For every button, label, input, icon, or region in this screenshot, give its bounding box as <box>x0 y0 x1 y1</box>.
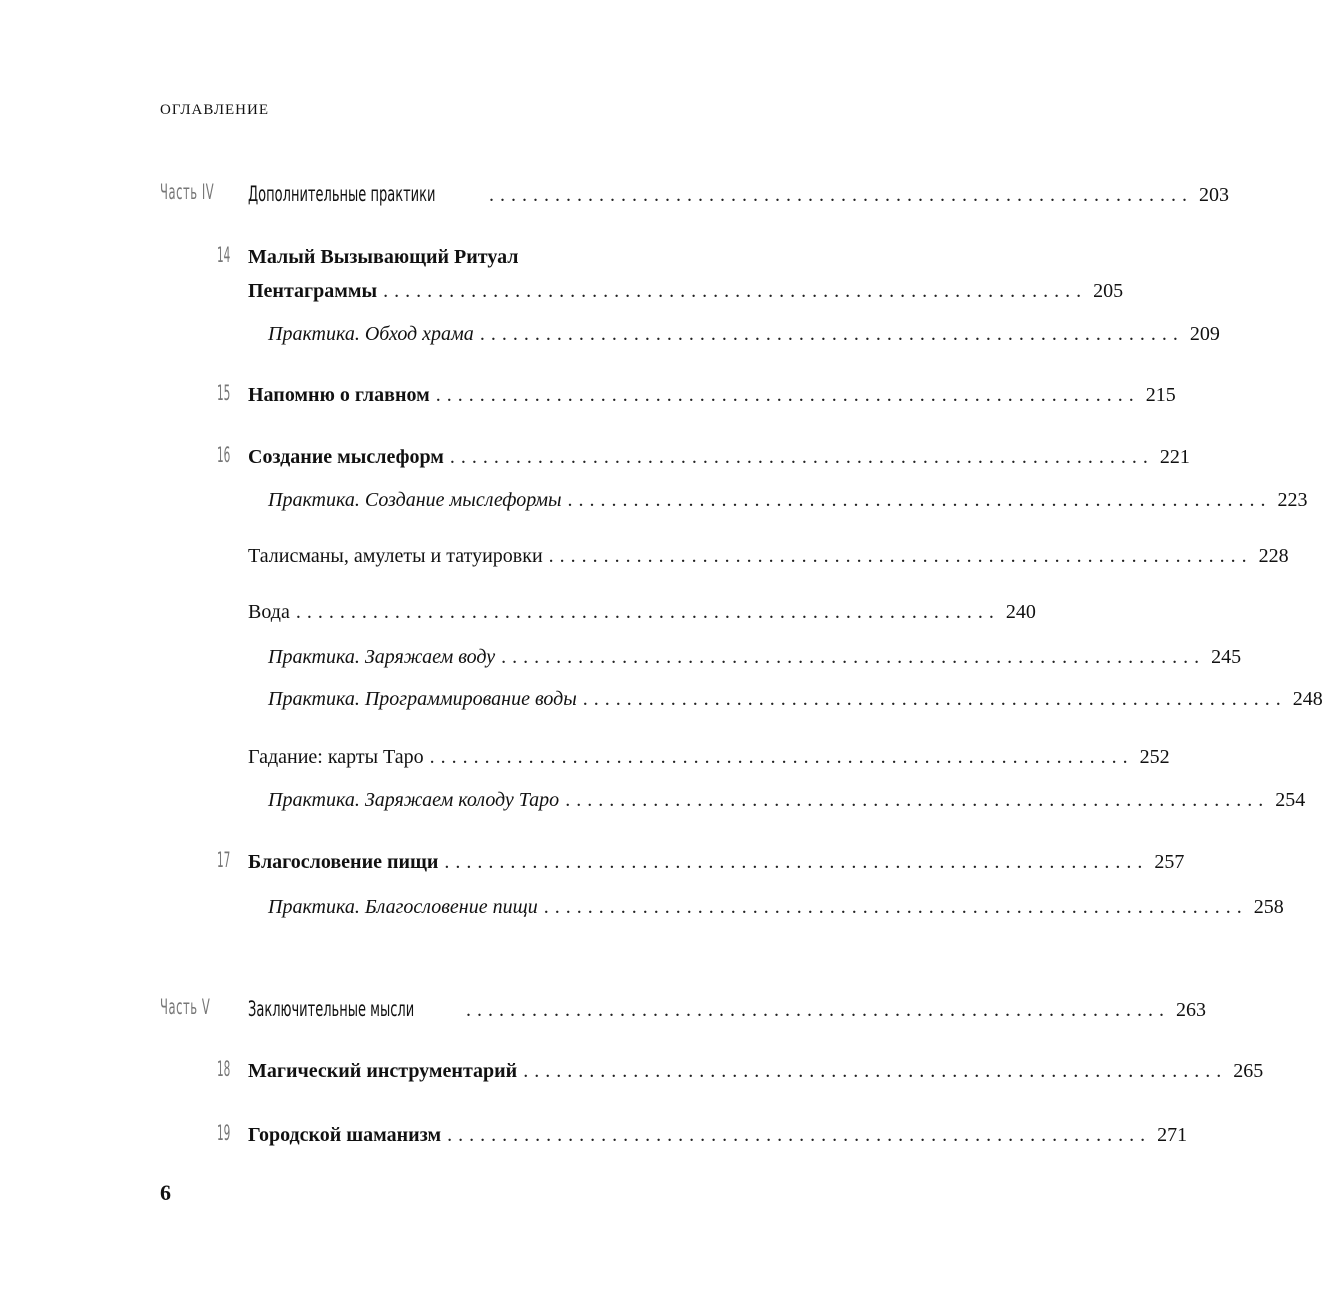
section-title: Вода <box>248 601 290 623</box>
leader-dots: ................................................................ <box>501 646 1206 668</box>
chapter-title-cont: Пентаграммы <box>248 280 378 302</box>
leader-dots: ................................................................ <box>429 746 1134 768</box>
page-ref: 245 <box>1211 646 1242 668</box>
leader-dots: ................................................................ <box>449 446 1154 468</box>
part-label: Часть V <box>160 995 211 1019</box>
page-ref: 228 <box>1258 545 1289 567</box>
chapter-number: 18 <box>217 1057 231 1081</box>
leader-dots: ................................................................ <box>548 545 1253 567</box>
practice-title: Практика. Благословение пищи <box>268 896 538 918</box>
leader-dots: ................................................................ <box>567 489 1272 511</box>
page-ref: 258 <box>1253 896 1284 918</box>
part-title: Дополнительные практики <box>248 182 436 206</box>
practice-title: Практика. Создание мыслеформы <box>268 489 562 511</box>
chapter-title: Магический инструментарий <box>248 1060 518 1082</box>
toc-chapter-18 <box>0 1057 1264 1091</box>
section-title: Гадание: карты Таро <box>248 746 424 768</box>
page-ref: 263 <box>1176 999 1206 1021</box>
page-number: 6 <box>160 1180 171 1205</box>
leader-dots: ................................................................ <box>444 851 1149 873</box>
leader-dots: ................................................................ <box>466 999 1170 1021</box>
toc-entry <box>0 643 1242 677</box>
leader-dots: ................................................................ <box>295 601 1000 623</box>
chapter-title: Городской шаманизм <box>248 1124 442 1146</box>
toc-entry <box>0 685 1323 719</box>
practice-title: Практика. Заряжаем воду <box>268 646 496 668</box>
chapter-number: 15 <box>217 381 231 405</box>
running-header: ОГЛАВЛЕНИЕ <box>160 102 269 118</box>
leader-dots: ................................................................ <box>447 1124 1152 1146</box>
page-ref: 254 <box>1275 789 1306 811</box>
toc-entry <box>0 320 1220 354</box>
toc-entry <box>0 893 1284 927</box>
practice-title: Практика. Программирование воды <box>268 688 577 710</box>
toc-entry <box>0 486 1308 520</box>
page-ref: 257 <box>1154 851 1185 873</box>
page-ref: 205 <box>1093 280 1124 302</box>
leader-dots: ................................................................ <box>582 688 1287 710</box>
toc-entry <box>0 786 1306 820</box>
leader-dots: ................................................................ <box>565 789 1270 811</box>
toc-chapter-14-line2 <box>0 277 1124 311</box>
leader-dots: ................................................................ <box>523 1060 1228 1082</box>
toc-chapter-17 <box>0 848 1185 882</box>
toc-part-iv <box>0 180 1229 214</box>
part-label: Часть IV <box>160 180 215 204</box>
toc-chapter-15 <box>0 381 1176 415</box>
toc-chapter-16 <box>0 443 1190 477</box>
chapter-number: 16 <box>217 443 231 467</box>
toc-chapter-19 <box>0 1121 1188 1155</box>
page-ref: 240 <box>1005 601 1036 623</box>
leader-dots: ................................................................ <box>489 184 1193 206</box>
part-title: Заключительные мысли <box>248 997 415 1021</box>
chapter-number: 17 <box>217 848 231 872</box>
toc-entry <box>0 743 1170 777</box>
page-ref: 271 <box>1157 1124 1188 1146</box>
leader-dots: ................................................................ <box>479 323 1184 345</box>
toc-part-v <box>0 995 1206 1029</box>
page-ref: 248 <box>1292 688 1323 710</box>
leader-dots: ................................................................ <box>543 896 1248 918</box>
toc-entry <box>0 542 1289 576</box>
practice-title: Практика. Заряжаем колоду Таро <box>268 789 560 811</box>
chapter-title: Создание мыслеформ <box>248 446 444 468</box>
page-ref: 221 <box>1159 446 1190 468</box>
page-ref: 209 <box>1189 323 1220 345</box>
toc-chapter-14-line1 <box>0 243 844 277</box>
chapter-number: 19 <box>217 1121 231 1145</box>
leader-dots: ................................................................ <box>383 280 1088 302</box>
page-ref: 265 <box>1233 1060 1264 1082</box>
chapter-title: Напомню о главном <box>248 384 430 406</box>
chapter-title: Благословение пищи <box>248 851 439 873</box>
page-ref: 252 <box>1139 746 1170 768</box>
chapter-title: Малый Вызывающий Ритуал <box>248 246 519 268</box>
leader-dots: ................................................................ <box>435 384 1140 406</box>
section-title: Талисманы, амулеты и татуировки <box>248 545 543 567</box>
toc-entry <box>0 598 1036 632</box>
chapter-number: 14 <box>217 243 231 267</box>
practice-title: Практика. Обход храма <box>268 323 474 345</box>
page-ref: 223 <box>1277 489 1308 511</box>
page-ref: 215 <box>1145 384 1176 406</box>
page-ref: 203 <box>1199 184 1229 206</box>
